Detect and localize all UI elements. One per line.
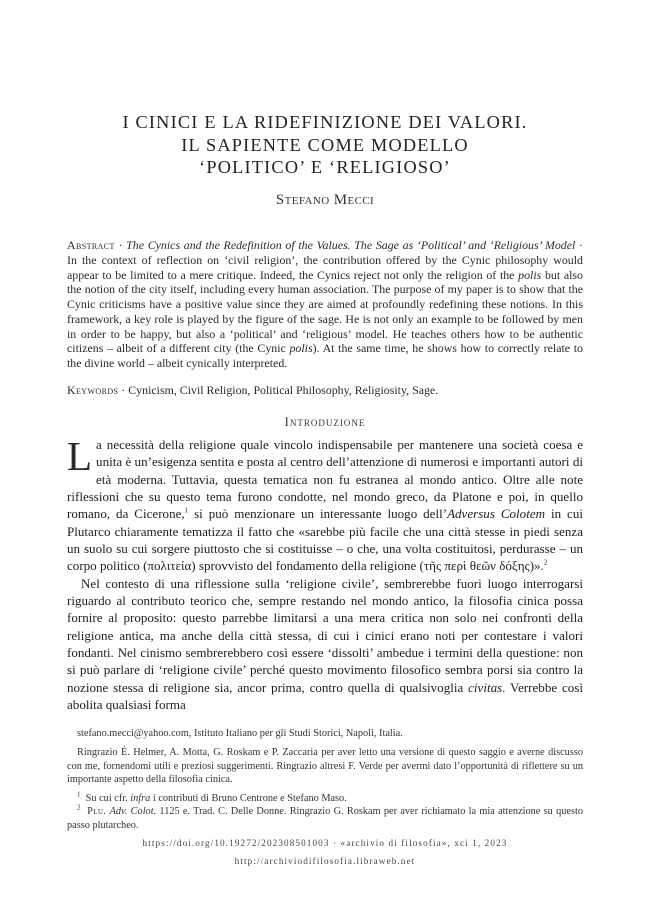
- p2-civitas: civitas: [468, 679, 503, 695]
- p1-text-c: in cui Plutarco chiaramente tematizza il fatto che «sarebbe più facile che una città stesse in piedi senza un suolo su cui sorgere piuttosto che si costituisse – o che, una volta costituitosi, perdurasse – un corpo politico (πολιτεία) sprovvisto del fondamento della religione (τῆς περὶ θεῶν δόξης)».: [67, 506, 583, 574]
- p2-text-b: . Verrebbe così abolita qualsiasi forma: [67, 679, 583, 713]
- doi-line[interactable]: https://doi.org/10.19272/202308501003 · «archivio di filosofia», xci 1, 2023: [142, 838, 508, 848]
- keywords-label: Keywords: [67, 383, 119, 397]
- p1-adversus: Adversus Colotem: [447, 506, 546, 522]
- abstract-subtitle: The Cynics and the Redefinition of the Values. The Sage as ‘Political’ and ‘Religious’ Model: [126, 238, 576, 252]
- body-text: [67, 433, 583, 714]
- footnote-2-number: 2: [77, 804, 81, 813]
- keywords-text: Cynicism, Civil Religion, Political Philosophy, Religiosity, Sage.: [128, 383, 439, 397]
- footnote-ref-2[interactable]: 2: [543, 559, 548, 568]
- footnote-1-text-b: i contributi di Bruno Centrone e Stefano Maso.: [150, 793, 347, 805]
- drop-cap: L: [67, 433, 93, 479]
- section-heading: Introduzione: [284, 415, 366, 429]
- title-line-3: ‘POLITICO’ E ‘RELIGIOSO’: [199, 157, 451, 177]
- footnote-2-adv: Adv. Colot.: [109, 806, 157, 818]
- footnote-2-text: 1125 e. Trad. C. Delle Donne. Ringrazio G. Roskam per aver richiamato la mia attenzione su questo passo plutarcheo.: [67, 806, 583, 831]
- abstract-text-c: ). At the same time, he shows how to correctly relate to the divine world – albeit cynically interpreted.: [67, 341, 583, 370]
- paragraph-2: [67, 575, 583, 714]
- website-line[interactable]: http://archiviodifilosofia.libraweb.net: [234, 856, 416, 866]
- abstract: Abstract · The Cynics and the Redefinition of the Values. The Sage as ‘Political’ and ‘Religious’ Model · In the context of reflection on ‘civil religion’, the contribution offered by the Cynic philosophy would appear to be limited to a mere critique. Indeed, the Cynics reject not only the religion of the polis but also the notion of the city itself, including every human association. The purpose of my paper is to show that the Cynic criticisms have a positive value since they are aimed at profoundly redefining these notions. In this framework, a key role is played by the figure of the sage. He is not only an example to be followed by men in order to be happy, but also a ‘political’ and ‘religious’ model. He teaches others how to be authentic citizens – albeit of a different city (the Cynic polis). At the same time, he shows how to correctly relate to the divine world – albeit cynically interpreted.: [67, 238, 583, 370]
- footnote-1: [67, 792, 583, 805]
- paragraph-1: [67, 433, 583, 575]
- abstract-text-b: but also the notion of the city itself, including every human association. The purpose of my paper is to show that the Cynic criticisms have a positive value since they are aimed at profoundly redefining these notions. In this framework, a key role is played by the figure of the sage. He is not only an example to be followed by men in order to be happy, but also a ‘political’ and ‘religious’ model. He teaches others how to be authentic citizens – albeit of a different city (the Cynic: [67, 267, 583, 356]
- page-footer: [67, 836, 583, 868]
- article-title: [67, 111, 583, 179]
- affiliation-note: stefano.mecci@yahoo.com, Istituto Italiano per gli Studi Storici, Napoli, Italia.: [77, 728, 403, 739]
- footnote-1-number: 1: [77, 790, 81, 799]
- p2-text-a: Nel contesto di una riflessione sulla ‘religione civile’, sembrerebbe fuori luogo interrogarsi riguardo al contributo teorico che, sempre restando nel mondo antico, la filosofia cinica possa fornire al proposito: questo parrebbe limitarsi a una mera critica non solo nei confronti della religione antica, ma anche della città stessa, di cui i cinici erano noti per contestare i valori fondanti. Nel cinismo sembrerebbero così essere ‘dissolti’ ambedue i termini della questione: non si può parlare di ‘religione civile’ perché questo movimento filosofico sembra porsi sia contro la nozione stessa di religione sia, ancor prima, contro quella di qualsivoglia: [67, 575, 583, 695]
- footnote-1-infra: infra: [130, 793, 151, 805]
- keywords: Keywords · Cynicism, Civil Religion, Political Philosophy, Religiosity, Sage.: [67, 383, 439, 397]
- abstract-polis-2: polis: [289, 341, 313, 356]
- title-line-2: IL SAPIENTE COME MODELLO: [181, 134, 469, 155]
- footnote-2: [67, 805, 583, 832]
- p1-text-b: si può menzionare un interessante luogo dell’: [188, 506, 448, 522]
- footnote-ref-1[interactable]: 1: [184, 507, 189, 516]
- notes: [67, 727, 583, 832]
- abstract-polis: polis: [518, 267, 542, 282]
- footnote-1-text-a: Su cui cfr.: [85, 793, 131, 805]
- abstract-text-a: In the context of reflection on ‘civil religion’, the contribution offered by the Cynic philosophy would appear to be limited to a mere critique. Indeed, the Cynics reject not only the religion of the: [67, 252, 583, 282]
- footnote-2-plu: Plu.: [87, 806, 107, 818]
- p1-text-a: a necessità della religione quale vincolo indispensabile per mantenere una società coesa e unita è un’esigenza sentita e posta al centro dell’attenzione di numerosi e importanti autori di età moderna. Tuttavia, questa tematica non fu estranea al mondo antico. Oltre alle note riflessioni che su questo tema furono condotte, nel mondo greco, da Platone e poi, in quello romano, da Cicerone,: [67, 437, 583, 522]
- author-name: Stefano Mecci: [275, 192, 375, 208]
- abstract-label: Abstract: [67, 238, 115, 252]
- title-line-1: I CINICI E LA RIDEFINIZIONE DEI VALORI.: [122, 112, 528, 132]
- thanks-note: Ringrazio É. Helmer, A. Motta, G. Roskam e P. Zaccaria per aver letto una versione di questo saggio e averne discusso con me, fornendomi utili e preziosi suggerimenti. Ringrazio altresì F. Verde per avermi dato l’opportunità di riflettere su un importante aspetto della filosofia cinica.: [67, 747, 583, 785]
